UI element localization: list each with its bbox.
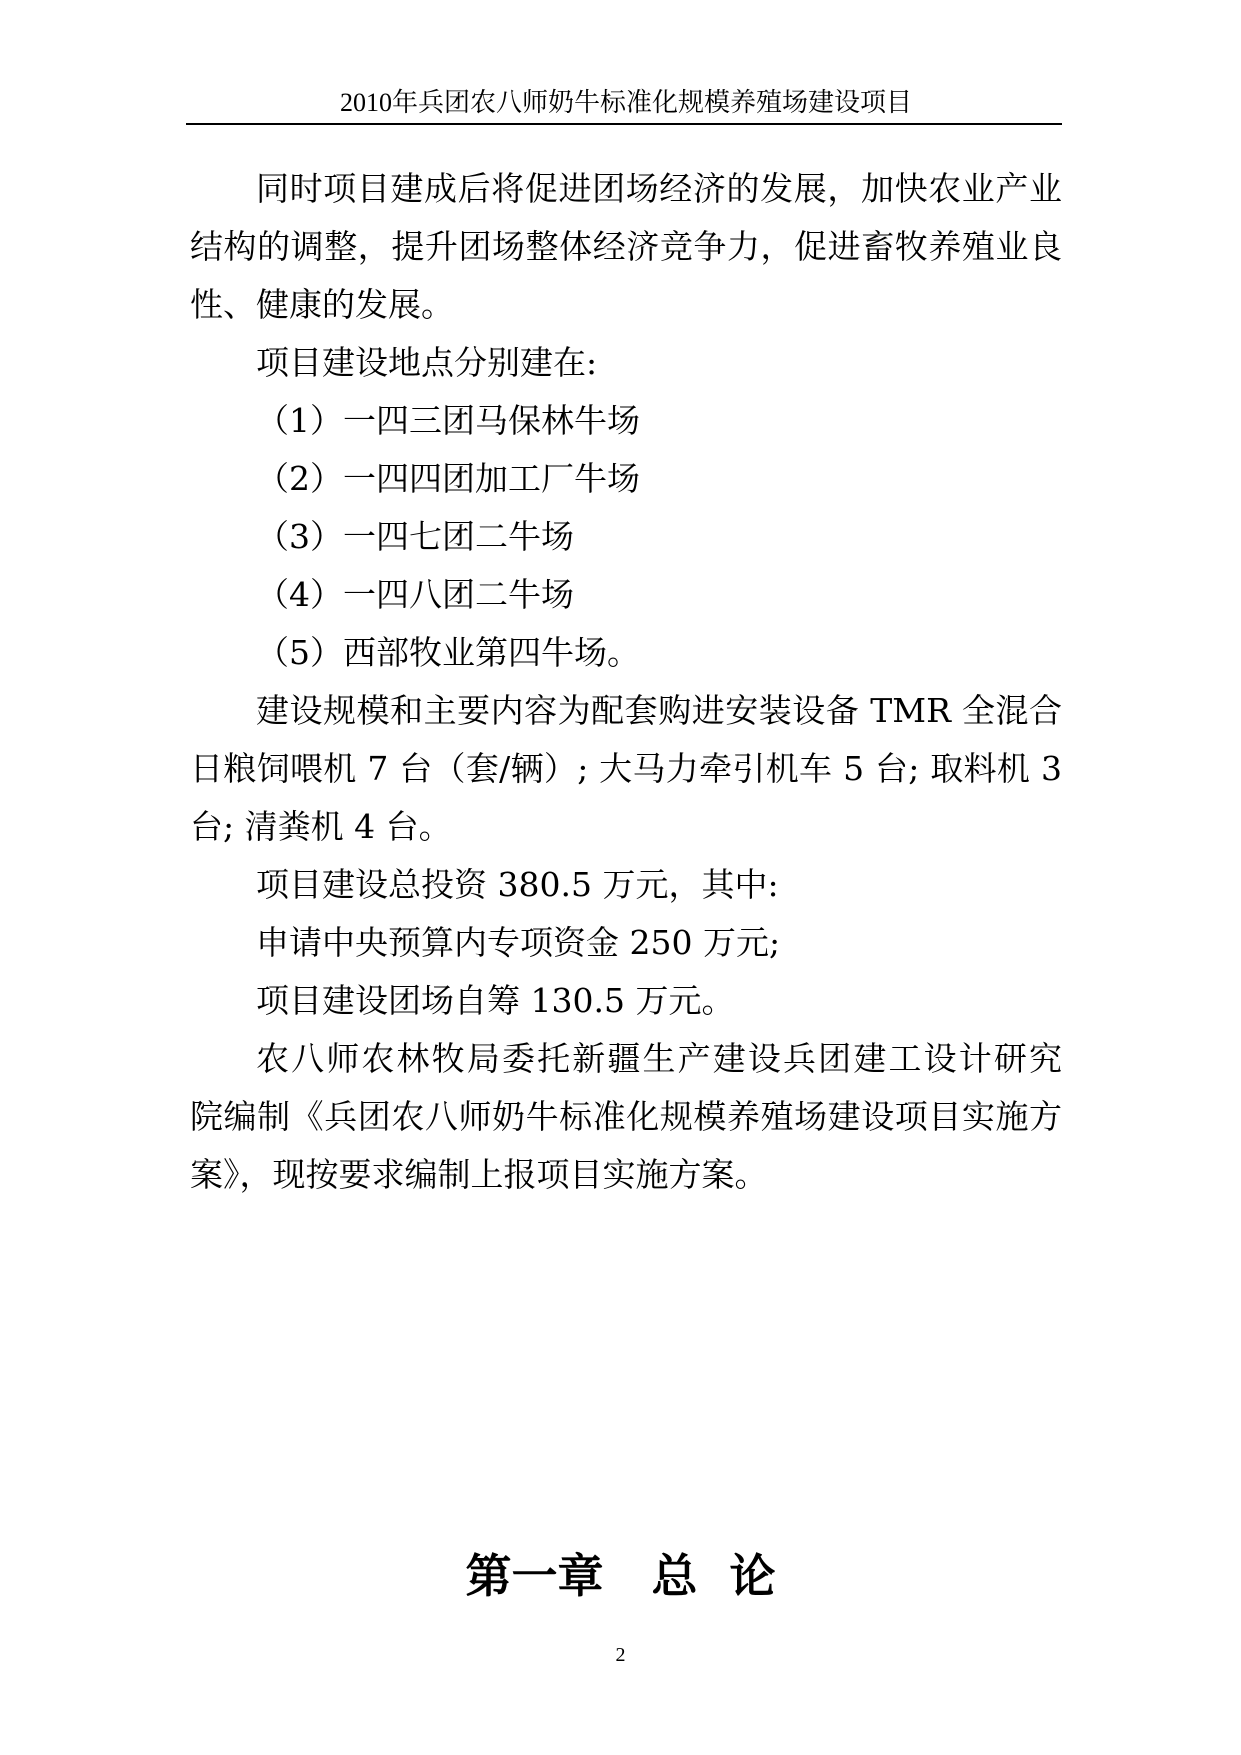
- location-item: （5）西部牧业第四牛场。: [256, 633, 640, 672]
- paragraph-line: 建设规模和主要内容为配套购进安装设备 TMR 全混合: [256, 691, 1062, 730]
- paragraph-line: 项目建设团场自筹 130.5 万元。: [256, 981, 735, 1020]
- paragraph-line: 台; 清粪机 4 台。: [190, 807, 452, 846]
- paragraph-line: 日粮饲喂机 7 台（套/辆）; 大马力牵引机车 5 台; 取料机 3: [190, 749, 1062, 788]
- paragraph-line: 同时项目建成后将促进团场经济的发展，加快农业产业: [256, 169, 1062, 208]
- location-item: （2）一四四团加工厂牛场: [256, 459, 640, 498]
- running-header: 2010年兵团农八师奶牛标准化规模养殖场建设项目: [339, 88, 912, 117]
- paragraph-line: 申请中央预算内专项资金 250 万元;: [256, 923, 781, 962]
- header-rule: [186, 123, 1062, 125]
- paragraph-line: 结构的调整，提升团场整体经济竞争力，促进畜牧养殖业良: [190, 227, 1062, 266]
- location-item: （4）一四八团二牛场: [256, 575, 574, 614]
- location-item: （1）一四三团马保林牛场: [256, 401, 640, 440]
- page-number: 2: [615, 1644, 626, 1666]
- locations-intro: 项目建设地点分别建在:: [256, 343, 598, 382]
- paragraph-line: 项目建设总投资 380.5 万元，其中:: [256, 865, 779, 904]
- paragraph-line: 院编制《兵团农八师奶牛标准化规模养殖场建设项目实施方: [190, 1097, 1062, 1136]
- paragraph-line: 农八师农林牧局委托新疆生产建设兵团建工设计研究: [256, 1039, 1062, 1078]
- paragraph-line: 性、健康的发展。: [190, 285, 454, 324]
- paragraph-line: 案》，现按要求编制上报项目实施方案。: [190, 1155, 768, 1194]
- location-item: （3）一四七团二牛场: [256, 517, 574, 556]
- chapter-title: 第一章 总 论: [465, 1549, 776, 1603]
